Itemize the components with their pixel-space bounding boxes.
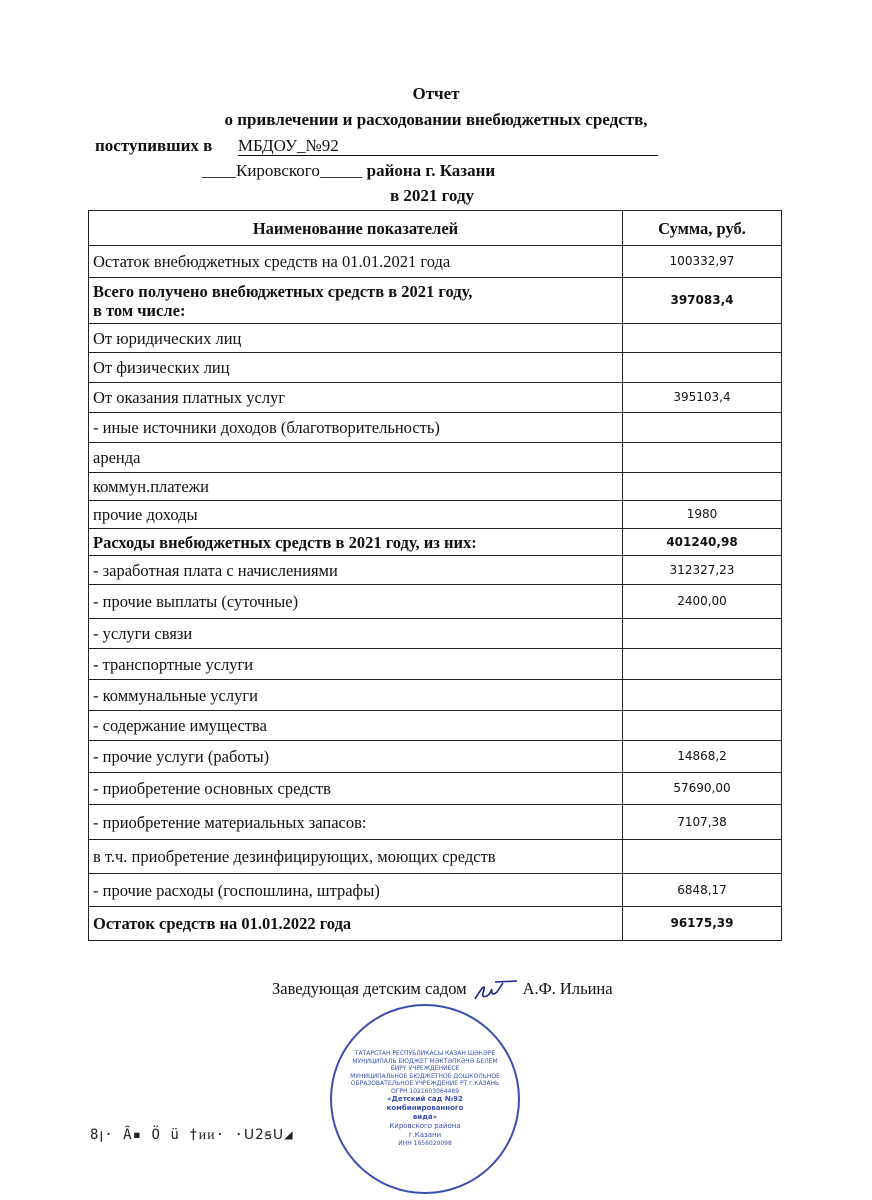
table-row [89,413,782,443]
district-name: Кировского [236,161,320,180]
table-row [89,278,782,324]
table-row [89,585,782,619]
sum-cell: 6848,17 [623,874,782,907]
district-suffix: _____ [319,161,363,180]
stamp-center-4: Кировского района [389,1122,461,1131]
indicator-label: - иные источники доходов (благотворительность) [93,418,440,437]
indicator-label: в т.ч. приобретение дезинфицирующих, моющих средств [93,847,496,866]
institution-name: МБДОУ_№92 [238,137,658,156]
table-row [89,473,782,501]
signatory-position: Заведующая детским садом [272,979,467,998]
report-title: Отчет [412,84,460,103]
indicator-cell [89,907,623,941]
sum-cell: 2400,00 [623,585,782,619]
column-header-sum: Сумма, руб. [623,211,782,246]
table-row [89,680,782,711]
sum-cell [623,711,782,741]
indicator-cell [89,413,623,443]
table-row [89,840,782,874]
signatory-name: А.Ф. Ильина [522,979,613,998]
table-row [89,711,782,741]
district-line [202,161,495,181]
indicator-cell [89,443,623,473]
indicator-cell [89,649,623,680]
indicator-cell [89,529,623,556]
indicator-cell [89,353,623,383]
table-row [89,383,782,413]
table-row [89,741,782,773]
table-row [89,649,782,680]
indicator-cell [89,874,623,907]
column-header-indicator: Наименование показателей [89,211,623,246]
sum-cell [623,619,782,649]
sum-cell: 14868,2 [623,741,782,773]
indicator-label: От юридических лиц [93,328,242,348]
indicator-cell [89,619,623,649]
indicator-label-continued: в том числе: [93,300,186,320]
report-year: в 2021 году [389,186,475,205]
table-row [89,907,782,941]
stamp-inn: ИНН 1656020098 [398,1140,452,1148]
table-row [89,443,782,473]
indicator-label: - содержание имущества [93,716,267,735]
indicator-cell [89,246,623,278]
indicator-label: - транспортные услуги [93,654,254,674]
sum-cell: 397083,4 [623,278,782,324]
indicator-cell [89,473,623,501]
indicator-cell [89,383,623,413]
stamp-outer-text: ТАТАРСТАН РЕСПУБЛИКАСЫ КАЗАН ШӘҺӘРЕ МУНИЦИПАЛЬ БЮДЖЕТ МӘКТӘПКӘЧӘ БЕЛЕМ БИРҮ УЧРЕЖДЕНИЕСЕ [352,1050,498,1073]
received-prefix: поступивших в [95,136,213,155]
signature-icon [471,979,519,1001]
indicator-label: прочие доходы [93,505,198,524]
table-row [89,556,782,585]
stamp-center-2: комбинированного [386,1104,464,1113]
stamp-ogrn: ОГРН 1021603064489 [390,1087,460,1095]
indicator-cell [89,680,623,711]
indicator-label: коммун.платежи [93,477,209,496]
indicator-label: От оказания платных услуг [93,388,286,407]
table-row [89,773,782,805]
district-text: района г. Казани [362,161,496,180]
table-row [89,501,782,529]
stamp-center-5: г.Казани [408,1131,442,1140]
table-row [89,529,782,556]
indicator-label: - прочие расходы (госпошлина, штрафы) [93,880,380,900]
sum-cell: 312327,23 [623,556,782,585]
indicator-label: От физических лиц [93,358,230,377]
stamp-center-1: «Детский сад №92 [387,1095,463,1104]
indicator-cell [89,501,623,529]
signature-line [272,978,613,1001]
indicator-cell [89,585,623,619]
sum-cell [623,324,782,353]
indicator-label: - приобретение основных средств [93,779,331,798]
indicator-cell [89,711,623,741]
indicator-cell [89,773,623,805]
table-row [89,324,782,353]
official-stamp [330,1004,520,1194]
sum-cell: 96175,39 [623,907,782,941]
indicator-label: Всего получено внебюджетных средств в 2021 году, [93,281,473,301]
indicator-label: аренда [93,448,141,467]
sum-cell [623,353,782,383]
indicator-cell [89,805,623,840]
sum-cell [623,443,782,473]
sum-cell [623,840,782,874]
sum-cell: 7107,38 [623,805,782,840]
indicator-cell [89,556,623,585]
stamp-inner-text: МУНИЦИПАЛЬНОЕ БЮДЖЕТНОЕ ДОШКОЛЬНОЕ ОБРАЗОВАТЕЛЬНОЕ УЧРЕЖДЕНИЕ РТ г.КАЗАНЬ [350,1072,500,1088]
indicator-label: Расходы внебюджетных средств в 2021 году, из них: [93,532,477,552]
sum-cell: 57690,00 [623,773,782,805]
indicator-label: - коммунальные услуги [93,685,258,705]
district-prefix: ____ [202,161,236,180]
sum-cell [623,649,782,680]
table-row [89,874,782,907]
report-subtitle: о привлечении и расходовании внебюджетных средств, [224,110,648,129]
indicator-cell [89,840,623,874]
table-row [89,246,782,278]
indicator-cell [89,324,623,353]
indicator-label: - прочие выплаты (суточные) [93,592,299,611]
indicator-label: Остаток внебюджетных средств на 01.01.2021 года [93,252,451,271]
sum-cell: 1980 [623,501,782,529]
sum-cell [623,473,782,501]
sum-cell: 395103,4 [623,383,782,413]
indicator-label: - услуги связи [93,624,193,643]
indicator-label: - приобретение материальных запасов: [93,812,367,832]
table-header-row [89,211,782,246]
indicator-label: - прочие услуги (работы) [93,747,270,766]
institution-line [95,136,658,156]
sum-cell [623,680,782,711]
stamp-center-3: вида» [412,1113,438,1122]
indicator-label: Остаток средств на 01.01.2022 года [93,914,352,933]
indicator-cell [89,741,623,773]
table-row [89,353,782,383]
sum-cell: 100332,97 [623,246,782,278]
sum-cell: 401240,98 [623,529,782,556]
table-row [89,805,782,840]
table-row [89,619,782,649]
indicator-label: - заработная плата с начислениями [93,560,338,580]
scan-marks: 8ꞁ· Ȃ▪ Ö ü †ᴎᴎ· ·ᑌ2ꞩᑌ◢ [90,1127,294,1143]
sum-cell [623,413,782,443]
report-table [88,210,782,941]
indicator-cell [89,278,623,324]
